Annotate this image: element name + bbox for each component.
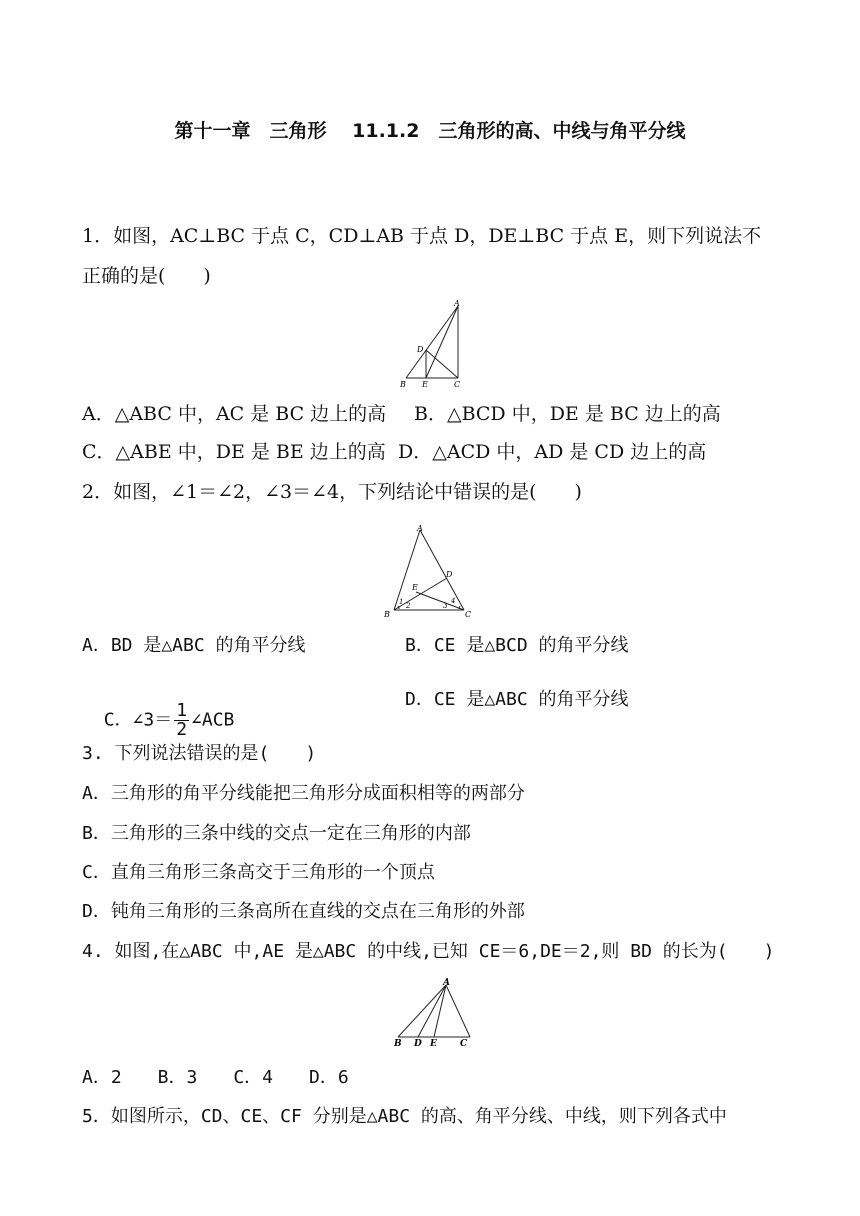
q4-label-c: C: [460, 1039, 468, 1049]
q1-label-e: E: [422, 380, 428, 389]
q1-stem-line2: 正确的是( ): [82, 265, 211, 287]
q1-option-c: C．△ABE 中，DE 是 BE 边上的高: [82, 441, 386, 463]
q1-option-a: A．△ABC 中，AC 是 BC 边上的高: [82, 403, 387, 425]
q2-label-d: D: [446, 570, 453, 579]
q2-label-c: C: [465, 610, 472, 619]
q2-option-c-suffix: ∠ACB: [191, 709, 235, 731]
q2-angle-2: 2: [406, 602, 411, 610]
q2-option-a: A．BD 是△ABC 的角平分线: [82, 635, 306, 656]
q2-option-b: B．CE 是△BCD 的角平分线: [405, 635, 629, 656]
q2-label-e: E: [412, 583, 418, 592]
q2-option-d: D．CE 是△ABC 的角平分线: [405, 689, 629, 710]
q4-stem: 4. 如图,在△ABC 中,AE 是△ABC 的中线,已知 CE＝6,DE＝2,则 BD 的长为( ): [82, 941, 775, 962]
q3-option-b: B．三角形的三条中线的交点一定在三角形的内部: [82, 823, 471, 844]
q2-option-c-prefix: C．∠3＝: [103, 709, 173, 731]
q5-stem: 5．如图所示，CD、CE、CF 分别是△ABC 的高、角平分线、中线，则下列各式中: [82, 1106, 727, 1127]
half-fraction: [174, 702, 189, 739]
q1-stem-line1: 1．如图，AC⊥BC 于点 C，CD⊥AB 于点 D，DE⊥BC 于点 E，则下列说法不: [82, 225, 762, 247]
q3-stem: 3. 下列说法错误的是( ): [82, 743, 317, 764]
fraction-denominator: 2: [176, 719, 188, 740]
q1-label-b: B: [400, 380, 406, 389]
q4-figure: [390, 975, 478, 1050]
q1-figure: [396, 298, 466, 390]
q2-stem: 2．如图，∠1＝∠2，∠3＝∠4，下列结论中错误的是( ): [82, 481, 582, 503]
q4-label-a: A: [443, 978, 450, 988]
q4-options: A．2 B．3 C．4 D．6: [82, 1067, 349, 1088]
q3-option-d: D．钝角三角形的三条高所在直线的交点在三角形的外部: [82, 901, 525, 922]
q1-option-b: B．△BCD 中，DE 是 BC 边上的高: [414, 403, 721, 425]
q4-label-d: D: [414, 1039, 422, 1049]
page-title: 第十一章 三角形 11.1.2 三角形的高、中线与角平分线: [174, 120, 686, 142]
q2-angle-4: 4: [451, 597, 456, 605]
q2-label-a: A: [417, 524, 423, 533]
q1-label-a: A: [454, 299, 460, 308]
fraction-numerator: 1: [176, 700, 188, 721]
q2-option-c: [82, 678, 234, 739]
q4-label-e: E: [430, 1039, 437, 1049]
q2-figure: [380, 520, 480, 622]
q3-option-a: A．三角形的角平分线能把三角形分成面积相等的两部分: [82, 783, 525, 804]
q1-option-d: D．△ACD 中，AD 是 CD 边上的高: [398, 441, 707, 463]
q2-label-b: B: [384, 610, 390, 619]
q2-angle-3: 3: [443, 602, 448, 610]
q1-label-d: D: [417, 345, 424, 354]
q2-angle-1: 1: [399, 598, 404, 606]
q1-label-c: C: [454, 380, 461, 389]
q3-option-c: C．直角三角形三条高交于三角形的一个顶点: [82, 862, 435, 883]
q4-label-b: B: [394, 1039, 402, 1049]
